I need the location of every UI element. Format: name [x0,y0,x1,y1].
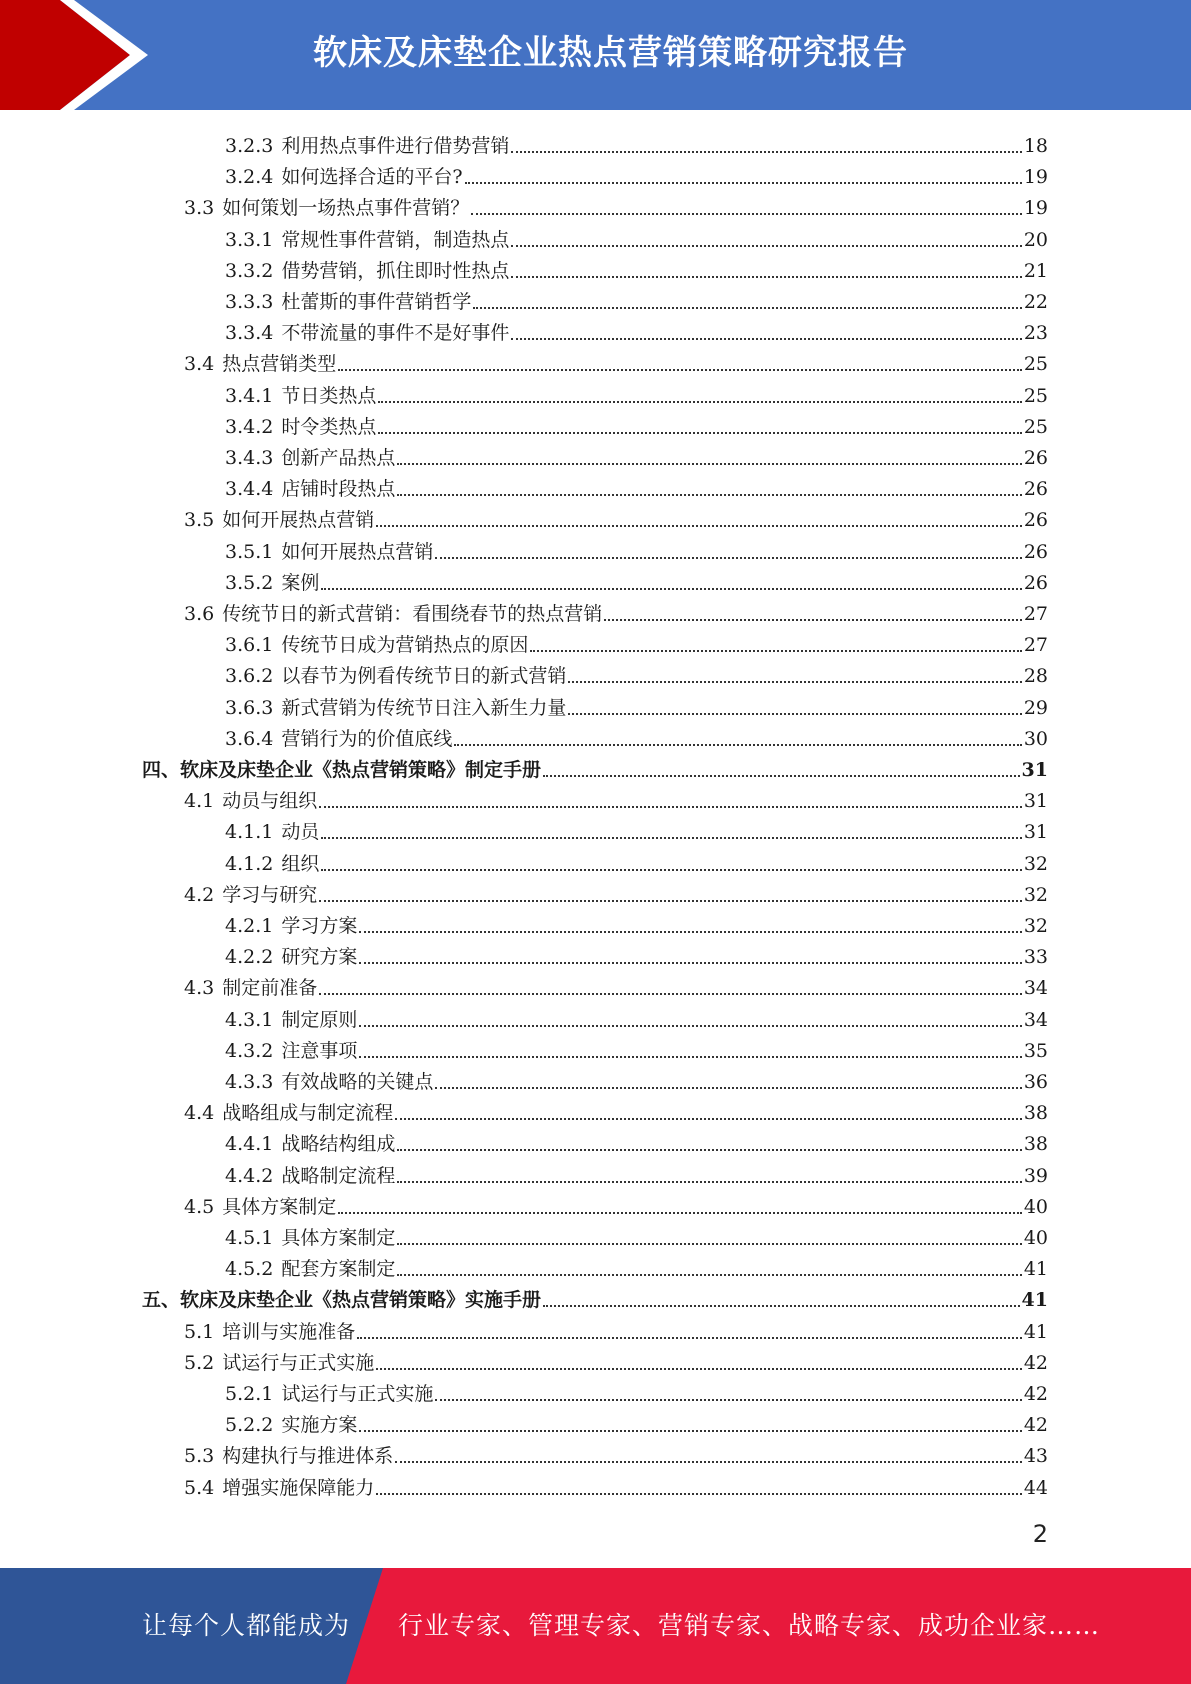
toc-entry-page: 25 [1023,415,1048,438]
toc-entry-title: 组织 [281,852,320,875]
toc-entry-title: 制定前准备 [222,977,318,1000]
toc-entry-number: 3.4.3 [225,447,274,469]
toc-entry-page: 30 [1023,727,1048,750]
toc-entry-number: 五、 [142,1289,181,1312]
toc-entry-number: 3.3.4 [225,322,274,345]
toc-entry-title: 动员与组织 [222,790,318,813]
toc-entry-title: 热点营销类型 [222,353,337,376]
toc-entry-title: 试运行与正式实施 [222,1351,375,1374]
toc-dot-leader [397,494,1021,496]
toc-entry-title: 店铺时段热点 [281,478,396,501]
toc-entry-number: 3.6.1 [225,634,274,657]
toc-entry-page: 40 [1023,1227,1048,1249]
toc-entry-page: 19 [1023,197,1048,220]
page-header [0,0,1191,110]
toc-subsection-entry[interactable] [225,282,1048,313]
toc-dot-leader [471,213,1022,215]
toc-entry-number: 4.4.2 [225,1164,274,1187]
toc-entry-title: 传统节日的新式营销：看围绕春节的热点营销 [222,603,603,625]
toc-subsection-entry[interactable] [225,937,1048,968]
toc-entry-title: 构建执行与推进体系 [222,1445,394,1468]
toc-dot-leader [359,962,1021,964]
toc-entry-page: 27 [1023,634,1048,657]
toc-entry-page: 25 [1023,353,1048,376]
toc-dot-leader [319,993,1022,995]
toc-dot-leader [530,650,1021,652]
toc-entry-number: 4.3.1 [225,1008,274,1031]
toc-entry-title: 借势营销，抓住即时性热点 [281,259,510,282]
toc-subsection-entry[interactable] [225,126,1048,157]
toc-entry-page: 40 [1023,1195,1048,1218]
toc-entry-number: 5.2.1 [225,1383,274,1405]
toc-entry-page: 25 [1023,384,1048,407]
toc-subsection-entry[interactable] [225,688,1048,719]
toc-entry-page: 38 [1023,1102,1048,1125]
toc-entry-title: 培训与实施准备 [222,1320,356,1343]
toc-entry-page: 26 [1023,447,1048,469]
toc-subsection-entry[interactable] [225,1124,1048,1155]
toc-section-entry[interactable] [184,1093,1048,1124]
toc-section-entry[interactable] [184,344,1048,375]
toc-entry-number: 4.3 [184,977,215,1000]
toc-entry-title: 学习与研究 [222,883,318,906]
toc-dot-leader [397,1274,1021,1276]
toc-entry-page: 19 [1023,166,1048,189]
toc-entry-title: 以春节为例看传统节日的新式营销 [281,665,567,688]
toc-dot-leader [511,151,1021,153]
toc-entry-number: 4.2 [184,883,215,906]
toc-dot-leader [568,713,1021,715]
toc-section-entry[interactable] [184,500,1048,531]
toc-entry-number: 3.5.1 [225,540,274,563]
toc-entry-title: 具体方案制定 [222,1195,337,1218]
toc-entry-number: 3.4.1 [225,384,274,407]
toc-entry-page: 33 [1023,946,1048,969]
toc-dot-leader [397,1243,1021,1245]
toc-section-entry[interactable] [184,1343,1048,1374]
toc-dot-leader [435,1399,1021,1401]
toc-subsection-entry[interactable] [225,844,1048,875]
toc-entry-page: 18 [1023,135,1048,157]
toc-dot-leader [568,681,1021,683]
toc-dot-leader [359,1430,1021,1432]
toc-dot-leader [319,806,1022,808]
toc-subsection-entry[interactable] [225,251,1048,282]
toc-entry-title: 注意事项 [281,1039,358,1062]
toc-entry-title: 传统节日成为营销热点的原因 [281,634,529,657]
toc-section-entry[interactable] [184,1468,1048,1499]
toc-dot-leader [319,900,1022,902]
toc-dot-leader [359,1025,1021,1027]
toc-subsection-entry[interactable] [225,1000,1048,1031]
toc-entry-page: 26 [1023,478,1048,501]
toc-dot-leader [321,837,1021,839]
toc-subsection-entry[interactable] [225,1062,1048,1093]
toc-dot-leader [511,276,1021,278]
toc-entry-page: 42 [1023,1414,1048,1437]
toc-entry-title: 动员 [281,821,320,844]
toc-entry-title: 常规性事件营销，制造热点 [281,228,510,251]
toc-entry-page: 32 [1023,915,1048,937]
toc-entry-title: 软床及床垫企业《热点营销策略》实施手册 [180,1289,542,1312]
toc-entry-title: 战略制定流程 [281,1164,396,1187]
toc-section-entry[interactable] [184,1436,1048,1467]
toc-entry-title: 有效战略的关键点 [281,1071,434,1093]
toc-entry-title: 创新产品热点 [281,447,396,469]
toc-entry-page: 27 [1023,603,1048,625]
toc-dot-leader [465,182,1022,184]
toc-subsection-entry[interactable] [225,157,1048,188]
toc-entry-page: 26 [1023,571,1048,594]
toc-subsection-entry[interactable] [225,1405,1048,1436]
toc-entry-number: 5.2 [184,1351,215,1374]
toc-entry-number: 3.6.3 [225,696,274,719]
toc-subsection-entry[interactable] [225,313,1048,344]
toc-dot-leader [376,525,1022,527]
toc-entry-number: 3.5.2 [225,571,274,594]
toc-entry-number: 3.3 [184,197,215,220]
toc-dot-leader [338,369,1022,371]
toc-dot-leader [395,1461,1022,1463]
toc-entry-title: 如何开展热点营销 [222,509,375,532]
toc-section-entry[interactable] [184,594,1048,625]
page-number: 2 [1032,1520,1048,1548]
toc-dot-leader [604,619,1022,621]
toc-entry-number: 3.2.3 [225,135,274,157]
toc-entry-page: 41 [1023,1320,1048,1343]
toc-entry-title: 试运行与正式实施 [281,1383,434,1405]
toc-entry-title: 营销行为的价值底线 [281,727,453,750]
toc-entry-page: 22 [1023,291,1048,313]
toc-dot-leader [511,245,1021,247]
toc-entry-number: 3.5 [184,509,215,532]
toc-subsection-entry[interactable] [225,563,1048,594]
toc-subsection-entry[interactable] [225,407,1048,438]
toc-chapter-entry[interactable] [142,750,1048,781]
report-title: 软床及床垫企业热点营销策略研究报告 [313,33,908,73]
toc-entry-page: 29 [1023,696,1048,719]
toc-entry-page: 20 [1023,228,1048,251]
toc-subsection-entry[interactable] [225,1156,1048,1187]
toc-entry-number: 5.4 [184,1476,215,1499]
toc-entry-number: 4.5.1 [225,1227,274,1249]
toc-section-entry[interactable] [184,1187,1048,1218]
toc-chapter-entry[interactable] [142,1280,1048,1311]
toc-entry-title: 如何策划一场热点事件营销？ [222,197,470,220]
toc-dot-leader [376,1368,1022,1370]
toc-entry-title: 软床及床垫企业《热点营销策略》制定手册 [180,759,542,781]
toc-dot-leader [321,588,1021,590]
toc-entry-number: 3.3.1 [225,228,274,251]
toc-entry-title: 配套方案制定 [281,1258,396,1281]
toc-entry-title: 新式营销为传统节日注入新生力量 [281,696,567,719]
toc-entry-page: 36 [1023,1071,1048,1093]
toc-entry-number: 5.1 [184,1320,215,1343]
toc-entry-page: 42 [1023,1351,1048,1374]
toc-entry-page: 32 [1023,883,1048,906]
toc-section-entry[interactable] [184,781,1048,812]
toc-entry-title: 战略结构组成 [281,1133,396,1156]
toc-dot-leader [378,432,1021,434]
toc-entry-number: 3.6 [184,603,215,625]
toc-section-entry[interactable] [184,1312,1048,1343]
toc-entry-number: 4.5.2 [225,1258,274,1281]
toc-subsection-entry[interactable] [225,469,1048,500]
toc-entry-page: 38 [1023,1133,1048,1156]
toc-dot-leader [359,1056,1021,1058]
toc-entry-number: 4.4 [184,1102,215,1125]
toc-dot-leader [435,1087,1021,1089]
toc-dot-leader [395,1118,1022,1120]
toc-entry-page: 34 [1023,1008,1048,1031]
toc-dot-leader [435,557,1021,559]
toc-entry-title: 如何选择合适的平台? [281,166,463,189]
toc-dot-leader [543,775,1020,777]
toc-entry-number: 四、 [142,759,181,781]
toc-dot-leader [543,1305,1020,1307]
toc-subsection-entry[interactable] [225,1218,1048,1249]
toc-entry-title: 如何开展热点营销 [281,540,434,563]
toc-dot-leader [378,401,1021,403]
toc-section-entry[interactable] [184,188,1048,219]
toc-entry-title: 增强实施保障能力 [222,1476,375,1499]
toc-dot-leader [473,307,1021,309]
toc-entry-page: 26 [1023,540,1048,563]
toc-entry-title: 具体方案制定 [281,1227,396,1249]
toc-entry-title: 战略组成与制定流程 [222,1102,394,1125]
toc-entry-number: 4.2.1 [225,915,274,937]
toc-subsection-entry[interactable] [225,906,1048,937]
toc-entry-page: 35 [1023,1039,1048,1062]
toc-entry-number: 5.3 [184,1445,215,1468]
toc-entry-page: 44 [1023,1476,1048,1499]
toc-dot-leader [359,931,1021,933]
toc-entry-number: 4.2.2 [225,946,274,969]
toc-entry-page: 21 [1023,259,1048,282]
toc-entry-number: 5.2.2 [225,1414,274,1437]
toc-entry-number: 4.1 [184,790,215,813]
toc-entry-number: 3.3.3 [225,291,274,313]
toc-subsection-entry[interactable] [225,812,1048,843]
toc-entry-page: 41 [1021,1289,1048,1312]
toc-entry-title: 不带流量的事件不是好事件 [281,322,510,345]
toc-entry-page: 31 [1021,759,1048,781]
toc-subsection-entry[interactable] [225,220,1048,251]
toc-subsection-entry[interactable] [225,532,1048,563]
toc-subsection-entry[interactable] [225,376,1048,407]
toc-subsection-entry[interactable] [225,438,1048,469]
toc-entry-number: 4.3.3 [225,1071,274,1093]
toc-entry-number: 4.5 [184,1195,215,1218]
toc-dot-leader [321,869,1021,871]
toc-entry-number: 4.1.2 [225,852,274,875]
toc-entry-page: 32 [1023,852,1048,875]
toc-entry-number: 3.2.4 [225,166,274,189]
toc-entry-number: 3.6.2 [225,665,274,688]
toc-entry-title: 节日类热点 [281,384,377,407]
toc-entry-number: 3.4 [184,353,215,376]
page-footer [0,1568,1191,1684]
footer-slogan-right: 行业专家、管理专家、营销专家、战略专家、成功企业家…… [398,1611,1101,1640]
toc-entry-page: 28 [1023,665,1048,688]
toc-entry-title: 案例 [281,571,320,594]
toc-subsection-entry[interactable] [225,625,1048,656]
toc-entry-page: 26 [1023,509,1048,532]
toc-subsection-entry[interactable] [225,656,1048,687]
toc-entry-title: 实施方案 [281,1414,358,1437]
toc-entry-page: 43 [1023,1445,1048,1468]
toc-entry-page: 39 [1023,1164,1048,1187]
toc-entry-title: 学习方案 [281,915,358,937]
footer-slogan-left: 让每个人都能成为 [142,1611,351,1640]
toc-dot-leader [338,1212,1022,1214]
toc-subsection-entry[interactable] [225,1031,1048,1062]
toc-entry-page: 42 [1023,1383,1048,1405]
toc-entry-page: 31 [1023,821,1048,844]
toc-dot-leader [454,744,1021,746]
toc-entry-page: 41 [1023,1258,1048,1281]
toc-entry-number: 3.4.2 [225,415,274,438]
toc-entry-title: 制定原则 [281,1008,358,1031]
toc-dot-leader [397,463,1021,465]
toc-entry-page: 23 [1023,322,1048,345]
toc-section-entry[interactable] [184,968,1048,999]
toc-subsection-entry[interactable] [225,719,1048,750]
toc-entry-page: 34 [1023,977,1048,1000]
toc-entry-number: 3.4.4 [225,478,274,501]
toc-entry-title: 研究方案 [281,946,358,969]
toc-dot-leader [357,1337,1022,1339]
toc-dot-leader [511,338,1021,340]
toc-entry-number: 4.1.1 [225,821,274,844]
toc-entry-number: 4.4.1 [225,1133,274,1156]
toc-dot-leader [376,1493,1022,1495]
toc-entry-title: 利用热点事件进行借势营销 [281,135,510,157]
toc-entry-page: 31 [1023,790,1048,813]
toc-section-entry[interactable] [184,875,1048,906]
toc-subsection-entry[interactable] [225,1374,1048,1405]
toc-dot-leader [397,1181,1021,1183]
toc-entry-title: 时令类热点 [281,415,377,438]
toc-dot-leader [397,1149,1021,1151]
toc-entry-title: 杜蕾斯的事件营销哲学 [281,291,472,313]
toc-subsection-entry[interactable] [225,1249,1048,1280]
toc-entry-number: 3.6.4 [225,727,274,750]
toc-entry-number: 3.3.2 [225,259,274,282]
toc-entry-number: 4.3.2 [225,1039,274,1062]
